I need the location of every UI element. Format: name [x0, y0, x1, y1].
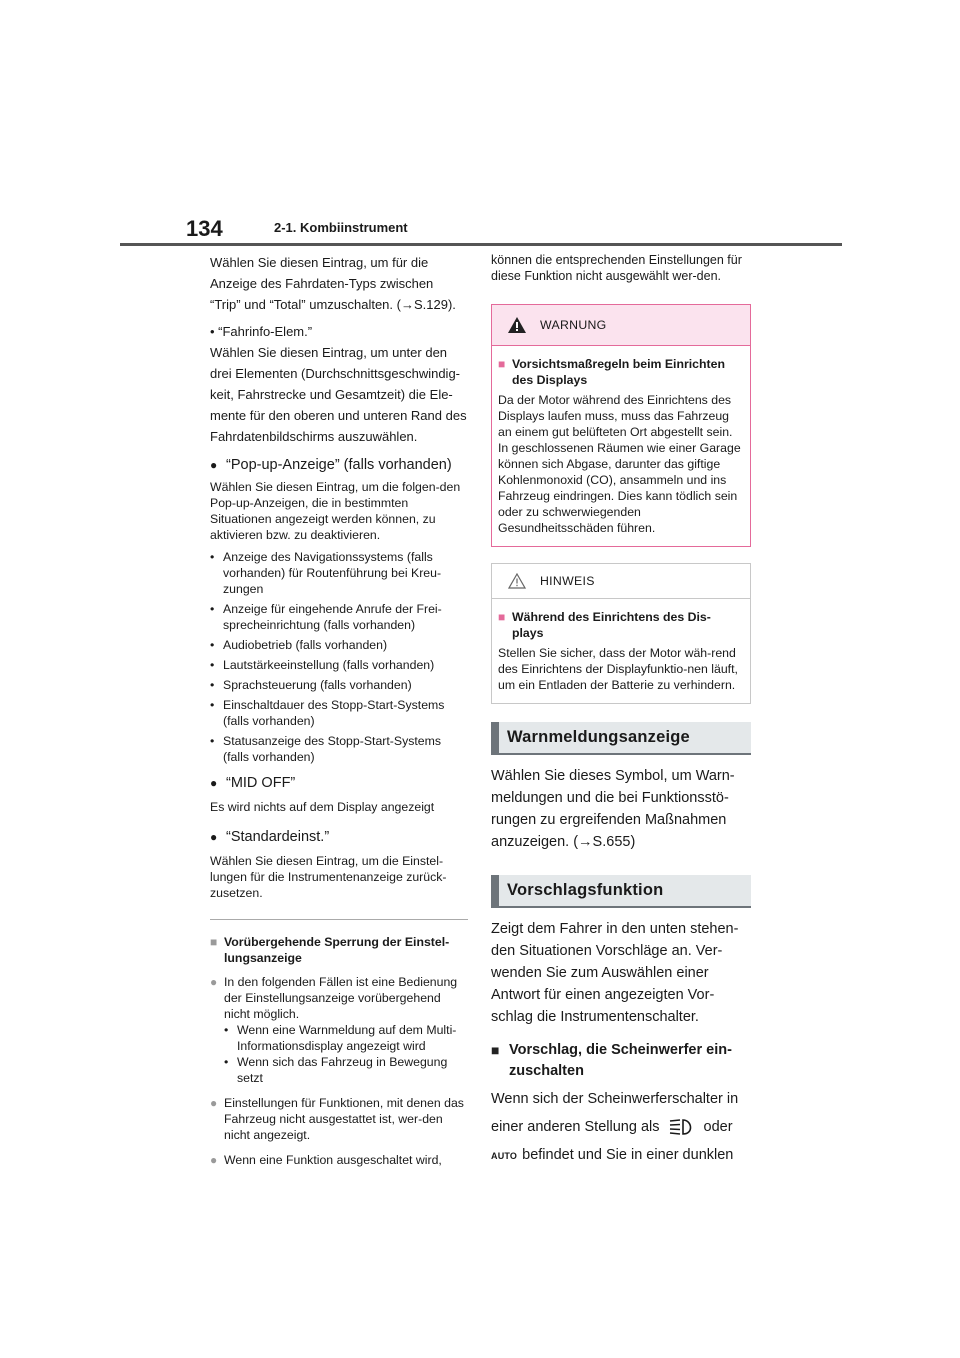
right-column	[491, 252, 751, 1167]
vorschlag-line: wenden Sie zum Auswählen einer	[491, 965, 709, 981]
section-title: 2-1. Kombiinstrument	[274, 220, 408, 235]
warning-triangle-icon	[508, 317, 526, 333]
list-item: • Anzeige des Navigationssystems (falls vorhanden) für Routenführung bei Kreu-zungen	[210, 550, 442, 596]
standard-text: Wählen Sie diesen Eintrag, um die Einstel-lungen für die Instrumentenanzeige zurück-zusetzen.	[210, 854, 447, 900]
popup-heading	[210, 455, 468, 475]
intro-line: Wählen Sie diesen Eintrag, um für die	[210, 255, 429, 270]
circle-item: ● Wenn eine Funktion ausgeschaltet wird,	[210, 1153, 442, 1167]
midoff-title: “MID OFF”	[226, 775, 296, 791]
scheinwerfer-line: Wenn sich der Scheinwerferschalter in	[491, 1091, 739, 1107]
headlight-icon	[667, 1117, 697, 1137]
warning-title: WARNUNG	[540, 318, 607, 332]
vorschlag-line: Zeigt dem Fahrer in den unten stehen-	[491, 921, 739, 937]
circle-item: ● In den folgenden Fällen ist eine Bedienung der Einstellungsanzeige vorübergehend nicht möglich. • Wenn eine Warnmeldung auf dem Multi-Informationsdisplay angezeigt wird • Wenn sich das Fahrzeug in Bewegung setzt	[210, 975, 458, 1085]
bullet-dot-icon: ●	[210, 776, 218, 790]
fahrinfo-label: • “Fahrinfo-Elem.”	[210, 324, 313, 339]
midoff-heading	[210, 773, 468, 793]
continuation-text: können die entsprechenden Einstellungen für diese Funktion nicht ausgewählt wer-den.	[491, 253, 742, 283]
warning-head: ■ Vorsichtsmaßregeln beim Einrichten des Displays	[498, 357, 725, 387]
warning-title-bar	[492, 305, 750, 346]
square-bullet-icon: ■	[498, 357, 506, 371]
scheinwerfer-line: einer anderen Stellung als oder	[491, 1116, 751, 1138]
fahrinfo-line: Wählen Sie diesen Eintrag, um unter den	[210, 345, 448, 360]
vorschlag-line: Antwort für einen angezeigten Vor-	[491, 987, 715, 1003]
standard-heading	[210, 827, 468, 847]
square-bullet-icon: ■	[498, 610, 506, 624]
bullet-dot-icon: ●	[210, 830, 218, 844]
sperrung-heading: ■ Vorübergehende Sperrung der Einstel-lungsanzeige	[210, 935, 450, 965]
fahrinfo-line: Fahrdatenbildschirms auszuwählen.	[210, 429, 418, 444]
list-item: • Audiobetrieb (falls vorhanden)	[210, 638, 388, 652]
note-box	[491, 563, 751, 704]
list-item: • Sprachsteuerung (falls vorhanden)	[210, 678, 412, 692]
popup-text: Wählen Sie diesen Eintrag, um die folgen-den Pop-up-Anzeigen, die in bestimmten Situationen angezeigt werden können, zu aktivieren bzw. zu deaktivieren.	[210, 480, 461, 542]
intro-line: Anzeige des Fahrdaten-Typs zwischen	[210, 276, 434, 291]
section-divider	[210, 919, 468, 920]
square-bullet-icon: ■	[210, 935, 218, 949]
note-head: ■ Während des Einrichtens des Dis-plays	[498, 610, 711, 640]
note-body	[492, 599, 750, 703]
circle-bullet-icon: ●	[210, 975, 218, 989]
scheinwerfer-line: AUTO befindet und Sie in einer dunklen	[491, 1147, 734, 1163]
fahrinfo-line: mente für den oberen und unteren Rand des	[210, 408, 467, 423]
vorschlag-title: Vorschlagsfunktion	[507, 881, 664, 899]
warning-box	[491, 304, 751, 547]
warnmeldung-line: anzuzeigen. (→S.655)	[491, 834, 636, 850]
list-item: • Einschaltdauer des Stopp-Start-Systems (falls vorhanden)	[210, 698, 445, 728]
note-title: HINWEIS	[540, 574, 595, 588]
popup-title: “Pop-up-Anzeige” (falls vorhanden)	[226, 457, 452, 473]
caution-outline-icon	[508, 573, 526, 589]
header-divider	[120, 243, 842, 246]
vorschlag-section-bar	[491, 875, 751, 908]
warnmeldung-line: rungen zu ergreifenden Maßnahmen	[491, 812, 727, 828]
warning-text: Da der Motor während des Einrichtens des Displays laufen muss, muss das Fahrzeug an einem gut belüfteten Ort abgestellt sein. In geschlossenen Räumen wie einer Garage können sich Abgase, darunter das giftige Kohlenmonoxid (CO), ansammeln und ins Fahrzeug eindringen. Dies kann tödlich sein oder zu schwerwiegenden Gesundheitsschäden führen.	[498, 393, 741, 535]
bullet-dot-icon: ●	[210, 458, 218, 472]
warnmeldung-line: meldungen und die bei Funktionsstö-	[491, 790, 729, 806]
vorschlag-line: den Situationen Vorschläge an. Ver-	[491, 943, 723, 959]
auto-label: AUTO	[491, 1151, 518, 1161]
circle-bullet-icon: ●	[210, 1153, 218, 1167]
fahrinfo-line: drei Elementen (Durchschnittsgeschwindig-	[210, 366, 461, 381]
list-item: • Lautstärkeeinstellung (falls vorhanden)	[210, 658, 435, 672]
fahrinfo-line: keit, Fahrstrecke und Gesamtzeit) die Ele-	[210, 387, 453, 402]
scheinwerfer-heading: ■ Vorschlag, die Scheinwerfer ein-zuschalten	[491, 1040, 751, 1082]
page-number: 134	[186, 216, 223, 241]
warnmeldung-line: Wählen Sie dieses Symbol, um Warn-	[491, 768, 735, 784]
warnmeldung-section-bar	[491, 722, 751, 755]
popup-list	[210, 549, 468, 765]
note-title-bar	[492, 564, 750, 599]
intro-line: “Trip” und “Total” umzuschalten. (→S.129).	[210, 297, 456, 312]
page-header	[120, 212, 842, 248]
vorschlag-line: schlag die Instrumentenschalter.	[491, 1009, 699, 1025]
note-text: Stellen Sie sicher, dass der Motor wäh-rend des Einrichtens der Displayfunktio-nen läuft, um ein Entladen der Batterie zu verhindern.	[498, 646, 738, 692]
square-bullet-icon: ■	[491, 1042, 500, 1058]
warnmeldung-title: Warnmeldungsanzeige	[507, 728, 690, 746]
circle-bullet-icon: ●	[210, 1096, 218, 1110]
list-item: • Anzeige für eingehende Anrufe der Frei-sprecheinrichtung (falls vorhanden)	[210, 602, 442, 632]
midoff-text: Es wird nichts auf dem Display angezeigt	[210, 800, 435, 814]
left-column	[210, 252, 468, 1177]
warning-body	[492, 346, 750, 546]
list-item: • Statusanzeige des Stopp-Start-Systems (falls vorhanden)	[210, 734, 442, 764]
circle-item: ● Einstellungen für Funktionen, mit denen das Fahrzeug nicht ausgestattet ist, wer-den nicht angezeigt.	[210, 1096, 464, 1142]
standard-title: “Standardeinst.”	[226, 829, 330, 845]
